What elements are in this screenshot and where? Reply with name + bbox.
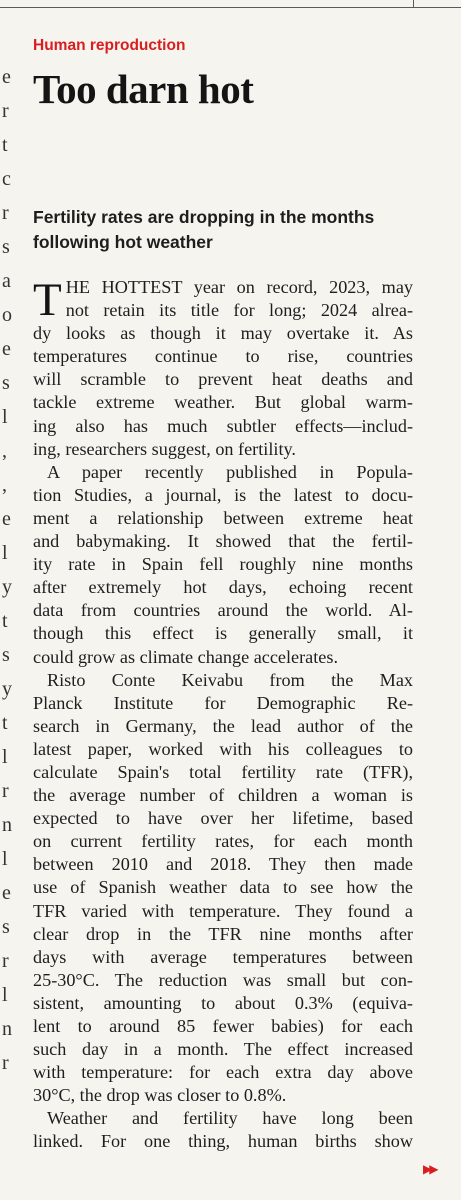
body-line: use of Spanish weather data to see how the xyxy=(33,877,413,898)
body-line: TFR varied with temperature. They found a xyxy=(33,900,413,921)
body-line: A paper recently published in Popula- xyxy=(47,461,413,482)
body-line: 25-30°C. The reduction was small but con- xyxy=(33,969,413,990)
bleed-char: s xyxy=(2,372,10,394)
bleed-char: e xyxy=(2,338,11,360)
bleed-char: e xyxy=(2,66,11,88)
bleed-char: r xyxy=(2,780,9,802)
body-line: ing, researchers suggest, on fertility. xyxy=(33,438,296,459)
bleed-char: s xyxy=(2,236,10,258)
body-line: temperatures continue to rise, countries xyxy=(33,346,413,367)
body-line: dy looks as though it may overtake it. As xyxy=(33,323,413,344)
bleed-char: , xyxy=(2,440,7,462)
bleed-char: r xyxy=(2,100,9,122)
top-rule xyxy=(0,0,461,8)
bleed-char: r xyxy=(2,202,9,224)
body-line: on current fertility rates, for each month xyxy=(33,831,413,852)
body-line: lent to around 85 fewer babies) for each xyxy=(33,1016,413,1036)
body-line: data from countries around the world. Al- xyxy=(33,600,413,621)
headline: Too darn hot xyxy=(33,66,254,112)
body-line: could grow as climate change accelerates. xyxy=(33,646,338,667)
bleed-char: e xyxy=(2,882,11,904)
body-line: calculate Spain's total fertility rate (TFR), xyxy=(33,761,413,782)
bleed-char: r xyxy=(2,950,9,972)
article-body xyxy=(33,276,413,1154)
bleed-char: , xyxy=(2,474,7,496)
body-line: between 2010 and 2018. They then made xyxy=(33,854,413,875)
bleed-char: n xyxy=(2,1018,12,1040)
bleed-char: n xyxy=(2,814,12,836)
double-right-arrow-icon: ▶▶ xyxy=(423,1162,436,1176)
bleed-char: c xyxy=(2,168,11,190)
bleed-char: a xyxy=(2,270,11,292)
body-line: the average number of children a woman is xyxy=(33,785,413,806)
bleed-char: t xyxy=(2,712,8,734)
rule-tick xyxy=(413,0,414,8)
bleed-char: t xyxy=(2,610,8,632)
body-line: not retain its title for long; 2024 alrea- xyxy=(65,300,413,321)
body-line: tion Studies, a journal, is the latest to docu- xyxy=(33,484,413,505)
section-kicker: Human reproduction xyxy=(33,37,186,54)
bleed-char: y xyxy=(2,678,12,700)
body-line: sistent, amounting to about 0.3% (equiva- xyxy=(33,992,413,1013)
bleed-char: l xyxy=(2,406,8,428)
bleed-char: l xyxy=(2,984,8,1006)
body-line: after extremely hot days, echoing recent xyxy=(33,577,413,598)
bleed-char: y xyxy=(2,576,12,598)
body-line: latest paper, worked with his colleagues to xyxy=(33,738,413,759)
bleed-char: l xyxy=(2,746,8,768)
body-line: clear drop in the TFR nine months after xyxy=(33,923,413,944)
drop-cap: T xyxy=(33,274,62,326)
body-line: Planck Institute for Demographic Re- xyxy=(33,692,413,713)
body-line: ity rate in Spain fell roughly nine months xyxy=(33,554,413,575)
adjacent-column-bleed xyxy=(0,60,12,1200)
body-line: and babymaking. It showed that the fertil- xyxy=(33,531,413,552)
body-line: tackle extreme weather. But global warm- xyxy=(33,392,413,413)
body-line: Risto Conte Keivabu from the Max xyxy=(47,669,413,690)
body-line: days with average temperatures between xyxy=(33,946,413,967)
body-line: with temperature: for each extra day above xyxy=(33,1062,413,1083)
bleed-char: o xyxy=(2,304,12,326)
body-line: HE HOTTEST year on record, 2023, may xyxy=(65,277,413,297)
bleed-char: s xyxy=(2,916,10,938)
body-line: ment a relationship between extreme heat xyxy=(33,507,413,528)
body-line: search in Germany, the lead author of the xyxy=(33,715,413,736)
body-line: ing also has much subtler effects—includ- xyxy=(33,415,413,436)
bleed-char: s xyxy=(2,644,10,666)
bleed-char: e xyxy=(2,508,11,530)
body-line: will scramble to prevent heat deaths and xyxy=(33,369,413,390)
body-line: such day in a month. The effect increased xyxy=(33,1039,413,1060)
bleed-char: l xyxy=(2,848,8,870)
bleed-char: t xyxy=(2,134,8,156)
subheadline: Fertility rates are dropping in the months following hot weather xyxy=(33,207,375,252)
bleed-char: r xyxy=(2,1052,9,1074)
body-line: 30°C, the drop was closer to 0.8%. xyxy=(33,1085,287,1106)
body-line: though this effect is generally small, it xyxy=(33,623,413,644)
bleed-char: l xyxy=(2,542,8,564)
body-line: linked. For one thing, human births show xyxy=(33,1131,413,1152)
body-line: Weather and fertility have long been xyxy=(47,1108,413,1129)
body-line: expected to have over her lifetime, based xyxy=(33,808,413,829)
